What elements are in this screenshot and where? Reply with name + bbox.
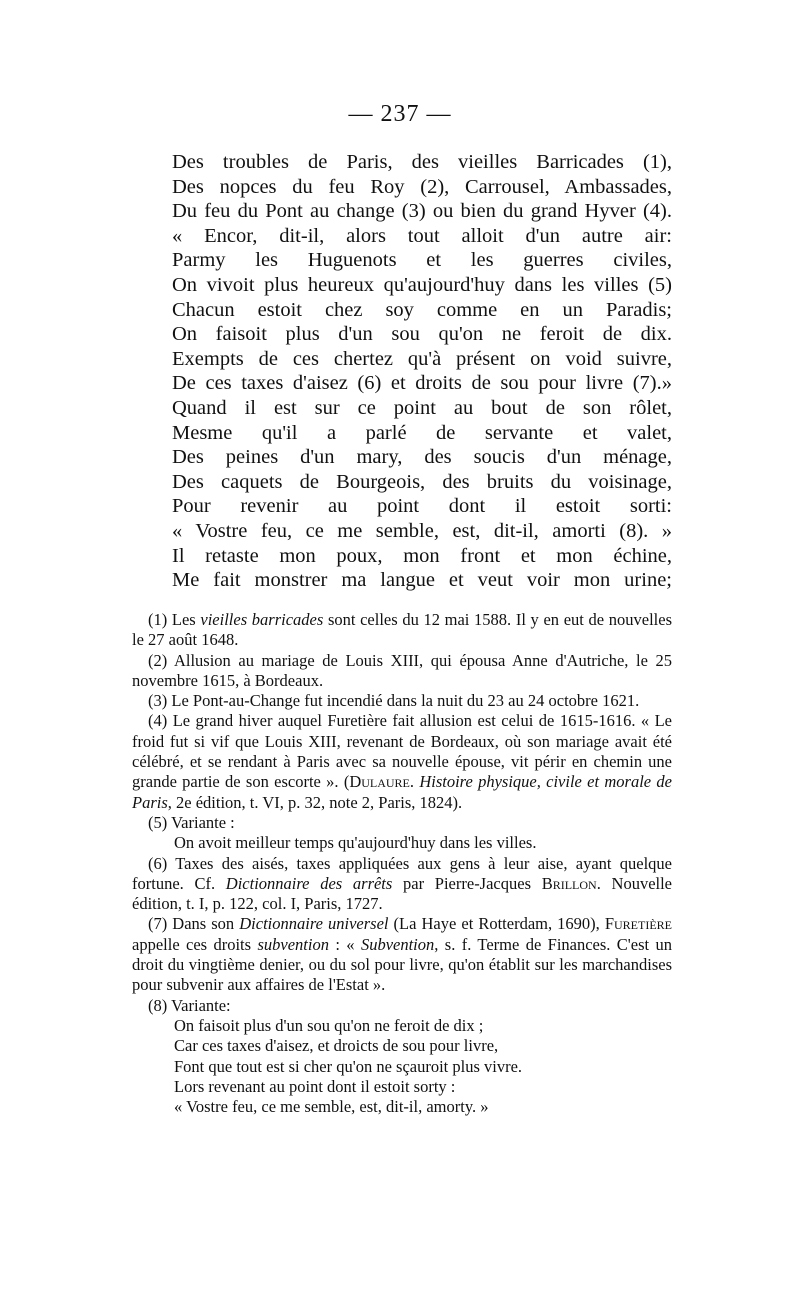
footnote-text: appelle ces droits: [132, 934, 258, 954]
quote-line: On faisoit plus d'un sou qu'on ne feroit de dix ;: [174, 1015, 484, 1035]
poem-line: Parmy les Huguenots et les guerres civiles,: [172, 249, 672, 272]
footnote-text: Les: [167, 610, 201, 629]
quote-line: Lors revenant au point dont il estoit sorty :: [174, 1076, 456, 1096]
poem-line: Des nopces du feu Roy (2), Carrousel, Ambassades,: [172, 175, 672, 198]
poem-line: Il retaste mon poux, mon front et mon échine,: [172, 544, 672, 567]
footnote-number: (3): [148, 691, 168, 711]
poem-line: Exempts de ces chertez qu'à présent on void suivre,: [172, 347, 672, 370]
footnote-book-title: Dictionnaire universel: [239, 914, 389, 934]
footnote-8: [132, 996, 672, 1016]
footnote-text: par Pierre-Jacques: [392, 873, 542, 893]
poem-line: « Vostre feu, ce me semble, est, dit-il, amorti (8). »: [172, 519, 672, 542]
footnote-4: [132, 711, 672, 812]
quote-line: Font que tout est si cher qu'on ne sçauroit plus vivre.: [174, 1056, 523, 1076]
footnote-text: : «: [328, 934, 361, 954]
footnote-text: . Nouvelle édition, t. I, p. 122, col. I, Paris, 1727.: [132, 873, 673, 914]
footnote-text: Variante:: [167, 995, 231, 1015]
footnote-number: (1): [148, 610, 168, 629]
footnote-text: (La Haye et Rotterdam, 1690),: [388, 914, 605, 934]
quote-line: « Vostre feu, ce me semble, est, dit-il, amorty. »: [174, 1097, 489, 1117]
footnote-text: sont celles du 12 mai 1588. Il y en eut de nouvelles le 27 août 1648.: [132, 610, 672, 650]
footnote-text: .: [409, 772, 420, 792]
footnote-1: [132, 610, 672, 651]
poem-line: Des troubles de Paris, des vieilles Barricades (1),: [172, 151, 672, 173]
poem-line: On vivoit plus heureux qu'aujourd'huy dans les villes (5): [172, 273, 672, 296]
footnote-number: (5): [148, 812, 168, 832]
footnote-author: Furetière: [604, 914, 672, 934]
footnote-8-quote: [132, 1016, 672, 1117]
footnote-6: [132, 854, 672, 915]
footnote-italic-term: vieilles barricades: [200, 610, 324, 629]
footnote-text: Variante :: [167, 812, 235, 832]
footnote-3: [132, 691, 672, 711]
footnote-2: [132, 651, 672, 692]
footnote-7: [132, 914, 672, 995]
poem-line: Du feu du Pont au change (3) ou bien du grand Hyver (4).: [172, 200, 672, 223]
footnote-text: , 2e édition, t. VI, p. 32, note 2, Paris, 1824).: [167, 792, 463, 812]
footnote-author: Dulaure: [349, 772, 410, 792]
footnote-number: (7): [148, 914, 168, 934]
page-number: — 237 —: [348, 101, 452, 127]
footnotes: [132, 610, 672, 1117]
footnote-author: Brillon: [541, 873, 597, 893]
footnote-number: (4): [148, 711, 168, 731]
quote-line: Car ces taxes d'aisez, et droicts de sou pour livre,: [174, 1036, 499, 1056]
footnote-5-quote: [132, 833, 672, 853]
poem-block: [172, 150, 672, 593]
poem-line: De ces taxes d'aisez (6) et droits de sou pour livre (7).»: [172, 372, 672, 395]
poem-line: Chacun estoit chez soy comme en un Paradis;: [172, 298, 672, 321]
footnote-italic-term: subvention: [257, 934, 329, 954]
footnote-number: (2): [148, 650, 168, 670]
footnote-text: Allusion au mariage de Louis XIII, qui épousa Anne d'Autriche, le 25 novembre 1615, à Bordeaux.: [132, 650, 672, 690]
footnote-book-title: Dictionnaire des arrêts: [225, 873, 393, 893]
poem-line: Des caquets de Bourgeois, des bruits du voisinage,: [172, 470, 672, 493]
poem-line: Quand il est sur ce point au bout de son rôlet,: [172, 396, 672, 419]
footnote-text: Le grand hiver auquel Furetière fait allusion est celui de 1615-1616. « Le froid fut si vif que Louis XIII, revenant de Bordeaux, où son mariage avait été célébré, et se rendant à Paris avec sa nouvelle épouse, vit périr en chemin une grande partie de son escorte ». (: [132, 711, 672, 792]
poem-line: On faisoit plus d'un sou qu'on ne feroit de dix.: [172, 323, 672, 346]
poem-line: Pour revenir au point dont il estoit sorti:: [172, 495, 672, 518]
footnote-number: (8): [148, 995, 168, 1015]
footnote-5: [132, 813, 672, 833]
footnote-book-title: Histoire physique, civile et morale de Paris: [132, 772, 672, 812]
footnote-text: Le Pont-au-Change fut incendié dans la nuit du 23 au 24 octobre 1621.: [167, 691, 640, 711]
footnote-text: Taxes des aisés, taxes appliquées aux gens à leur aise, ayant quelque fortune. Cf.: [132, 853, 672, 893]
footnote-number: (6): [148, 853, 168, 873]
poem-line: Me fait monstrer ma langue et veut voir mon urine;: [172, 569, 672, 592]
poem-line: « Encor, dit-il, alors tout alloit d'un autre air:: [172, 224, 672, 247]
footnote-text: , s. f. Terme de Finances. C'est un droit du vingtième denier, ou du sol pour livre, qu'on établit sur les marchandises pour subvenir aux affaires de l'Estat ».: [132, 934, 672, 995]
footnote-italic-term: Subvention: [360, 934, 435, 954]
quote-line: On avoit meilleur temps qu'aujourd'huy dans les villes.: [174, 833, 537, 853]
footnote-text: Dans son: [167, 914, 240, 934]
poem-line: Des peines d'un mary, des soucis d'un ménage,: [172, 446, 672, 469]
poem-line: Mesme qu'il a parlé de servante et valet,: [172, 421, 672, 444]
